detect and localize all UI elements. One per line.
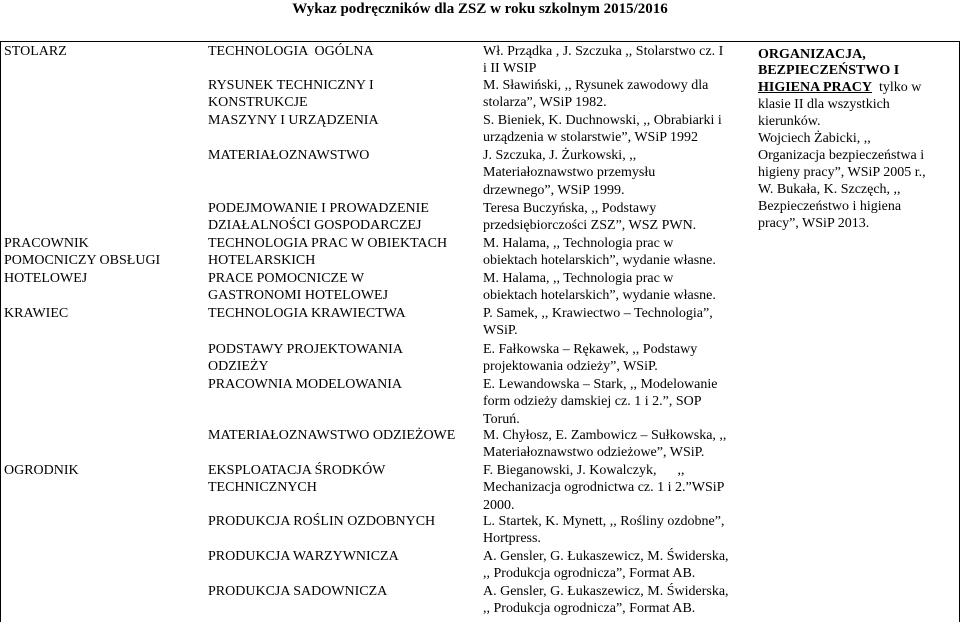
- sidebar-line: Bezpieczeństwo i higiena: [758, 199, 902, 214]
- sidebar-line: Wojciech Żabicki, ,,: [758, 131, 871, 146]
- textbook-entry: M. Halama, ,, Technologia prac w: [483, 271, 674, 286]
- textbook-entry: Teresa Buczyńska, ,, Podstawy: [483, 201, 657, 216]
- textbook-entry: stolarza”, WSiP 1982.: [483, 95, 607, 111]
- sidebar-heading-2: BEZPIECZEŃSTWO I: [758, 63, 900, 78]
- subject-name: TECHNICZNYCH: [208, 480, 317, 496]
- sidebar-heading-3: HIGIENA PRACY: [758, 80, 872, 95]
- textbook-entry: 2000.: [483, 497, 515, 513]
- subject-name: PODSTAWY PROJEKTOWANIA: [208, 342, 403, 357]
- document-title: Wykaz podręczników dla ZSZ w roku szkolnym 2015/2016: [292, 1, 668, 17]
- textbook-entry: A. Gensler, G. Łukaszewicz, M. Świderska,: [483, 549, 729, 564]
- textbook-entry: L. Startek, K. Mynett, ,, Rośliny ozdobne”,: [483, 514, 725, 529]
- sidebar-line: pracy”, WSiP 2013.: [758, 216, 870, 231]
- subject-name: RYSUNEK TECHNICZNY I: [208, 78, 374, 93]
- subject-name: PRODUKCJA SADOWNICZA: [208, 584, 388, 599]
- textbook-entry: urządzenia w stolarstwie”, WSiP 1992: [483, 130, 699, 146]
- subject-name: TECHNOLOGIA PRAC W OBIEKTACH: [208, 236, 448, 251]
- subject-name: DZIAŁALNOŚCI GOSPODARCZEJ: [208, 218, 422, 234]
- textbook-entry: P. Samek, ,, Krawiectwo – Technologia”,: [483, 306, 713, 321]
- subject-name: EKSPLOATACJA ŚRODKÓW: [208, 463, 386, 478]
- subject-name: MATERIAŁOZNAWSTWO ODZIEŻOWE: [208, 428, 456, 443]
- subject-name: PODEJMOWANIE I PROWADZENIE: [208, 201, 429, 216]
- textbook-entry: projektowania odzieży”, WSiP.: [483, 359, 658, 375]
- subject-name: TECHNOLOGIA OGÓLNA: [208, 44, 374, 59]
- profession-name: STOLARZ: [4, 44, 67, 59]
- sidebar-heading-3-line: [758, 80, 960, 97]
- textbook-entry: F. Bieganowski, J. Kowalczyk, ,,: [483, 463, 685, 478]
- textbook-entry: M. Halama, ,, Technologia prac w: [483, 236, 674, 251]
- sidebar-line: klasie II dla wszystkich: [758, 97, 890, 112]
- subject-name: PRACOWNIA MODELOWANIA: [208, 377, 403, 392]
- textbook-entry: Hortpress.: [483, 531, 541, 547]
- textbook-entry: ,, Produkcja ogrodnicza”, Format AB.: [483, 601, 696, 617]
- textbook-table: [0, 41, 960, 622]
- textbook-entry: E. Fałkowska – Rękawek, ,, Podstawy: [483, 342, 698, 357]
- subject-name: ODZIEŻY: [208, 359, 269, 375]
- textbook-entry: drzewnego”, WSiP 1999.: [483, 182, 625, 198]
- subject-name: TECHNOLOGIA KRAWIECTWA: [208, 306, 406, 321]
- sidebar-line: W. Bukała, K. Szczęch, ,,: [758, 182, 901, 197]
- sidebar-line: Organizacja bezpieczeństwa i: [758, 148, 925, 163]
- textbook-entry: A. Gensler, G. Łukaszewicz, M. Świderska,: [483, 584, 729, 599]
- table-border-left: [0, 41, 1, 622]
- sidebar-line: higieny pracy”, WSiP 2005 r.,: [758, 165, 926, 180]
- table-top-border: [0, 41, 960, 42]
- textbook-entry: Wł. Prządka , J. Szczuka ,, Stolarstwo cz. I: [483, 44, 724, 59]
- profession-name: PRACOWNIK: [4, 236, 89, 251]
- textbook-entry: Toruń.: [483, 411, 520, 427]
- textbook-entry: ,, Produkcja ogrodnicza”, Format AB.: [483, 566, 696, 582]
- textbook-entry: Materiałoznawstwo odzieżowe”, WSiP.: [483, 445, 705, 461]
- subject-name: PRODUKCJA WARZYWNICZA: [208, 549, 399, 564]
- textbook-entry: obiektach hotelarskich”, wydanie własne.: [483, 253, 716, 269]
- sidebar-heading-3-rest: tylko w: [871, 80, 922, 95]
- subject-name: PRACE POMOCNICZE W: [208, 271, 365, 286]
- textbook-entry: M. Chyłosz, E. Zambowicz – Sułkowska, ,,: [483, 428, 727, 443]
- textbook-entry: S. Bieniek, K. Duchnowski, ,, Obrabiarki i: [483, 113, 722, 128]
- textbook-entry: i II WSIP: [483, 61, 537, 77]
- profession-name: OGRODNIK: [4, 463, 79, 478]
- subject-name: GASTRONOMI HOTELOWEJ: [208, 288, 389, 304]
- profession-name: HOTELOWEJ: [4, 270, 88, 286]
- textbook-entry: WSiP.: [483, 323, 518, 339]
- subject-name: HOTELARSKICH: [208, 253, 316, 269]
- profession-name: KRAWIEC: [4, 306, 69, 321]
- sidebar-heading-1: ORGANIZACJA,: [758, 47, 866, 62]
- subject-name: MATERIAŁOZNAWSTWO: [208, 148, 370, 163]
- textbook-entry: E. Lewandowska – Stark, ,, Modelowanie: [483, 377, 718, 392]
- textbook-entry: przedsiębiorczości ZSZ”, WSZ PWN.: [483, 218, 697, 234]
- textbook-entry: Materiałoznawstwo przemysłu: [483, 165, 656, 181]
- textbook-entry: Mechanizacja ogrodnictwa cz. 1 i 2.”WSiP: [483, 480, 725, 496]
- textbook-entry: M. Sławiński, ,, Rysunek zawodowy dla: [483, 78, 709, 93]
- textbook-entry: J. Szczuka, J. Żurkowski, ,,: [483, 148, 637, 163]
- subject-name: MASZYNY I URZĄDZENIA: [208, 113, 379, 128]
- sidebar-line: kierunków.: [758, 114, 821, 129]
- textbook-entry: obiektach hotelarskich”, wydanie własne.: [483, 288, 716, 304]
- subject-name: PRODUKCJA ROŚLIN OZDOBNYCH: [208, 514, 436, 529]
- textbook-entry: form odzieży damskiej cz. 1 i 2.”, SOP: [483, 394, 702, 410]
- subject-name: KONSTRUKCJE: [208, 95, 308, 111]
- profession-name: POMOCNICZY OBSŁUGI: [4, 253, 161, 269]
